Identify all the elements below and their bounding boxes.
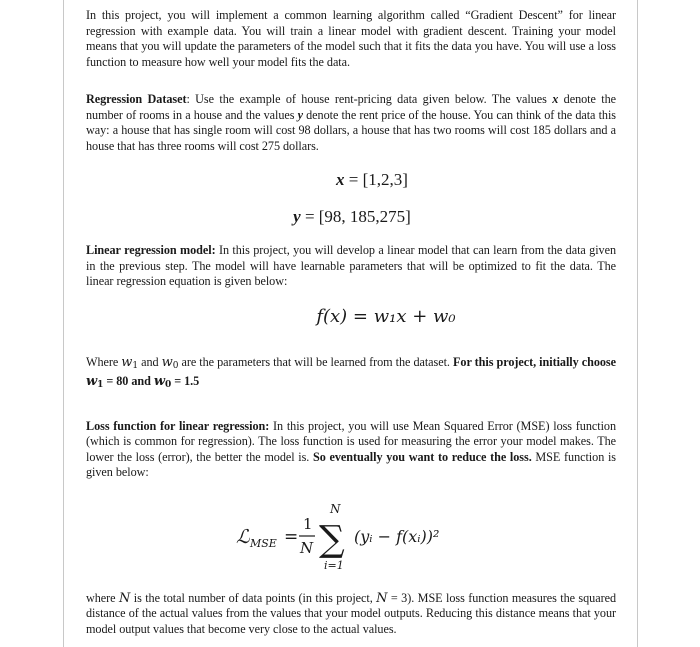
w1-symbol: $w_1$ — [121, 354, 139, 371]
mse-formula-svg — [236, 493, 496, 579]
loss-tail: MSE function is given below: — [86, 449, 616, 479]
dataset-text-b: denote the number of rooms in a house and the values — [86, 92, 616, 122]
closing-paragraph — [86, 591, 616, 638]
mse-equals: = — [284, 526, 299, 547]
dataset-text-a: : Use the example of house rent-pricing data given below. The values — [186, 92, 553, 106]
dataset-text-c: denote the rent price of the house. You can think of the data this way: a house that has single room will cost 98 dollars, a house that has two rooms will cost 185 dollars and a house that has three rooms will cost 275 dollars. — [86, 107, 616, 153]
y-eq-rhs: = [98, 185,275] — [300, 207, 411, 226]
w0-symbol: $w_0$ — [161, 354, 179, 371]
y-symbol: y — [297, 107, 303, 122]
mse-formula — [86, 493, 616, 579]
params-paragraph — [86, 355, 616, 394]
model-paragraph — [86, 243, 616, 290]
n-symbol: N — [118, 590, 131, 606]
params-where: Where — [86, 354, 122, 369]
params-text: are the parameters that will be learned from the dataset. — [178, 354, 453, 369]
page-border-left — [63, 0, 64, 647]
model-equation: f(x) = w₁x + w₀ — [316, 305, 456, 327]
page-border-right — [637, 0, 638, 647]
sigma-upper-limit: N — [330, 501, 341, 516]
closing-text-c: = 3). MSE loss function measures the squared distance of the actual values from the values that your model outputs. Reducing this distance means that your model output values that become very close to the actual values. — [86, 590, 616, 636]
dataset-heading: Regression Dataset — [86, 92, 187, 106]
x-eq-lhs: x — [336, 170, 345, 189]
n-symbol-2: N — [376, 590, 388, 606]
params-and: and — [138, 354, 162, 369]
y-equation — [86, 207, 616, 227]
dataset-paragraph — [86, 92, 616, 154]
mse-denominator: N — [300, 538, 314, 557]
closing-text-b: is the total number of data points (in this project, — [130, 590, 377, 605]
loss-heading: Loss function for linear regression: — [86, 418, 270, 433]
mse-summand: (yᵢ − f(xᵢ))² — [354, 526, 440, 546]
y-eq-lhs: y — [293, 207, 301, 226]
mse-lhs-sub: MSE — [250, 536, 277, 550]
mse-numerator: 1 — [303, 514, 313, 533]
sigma-icon: ∑ — [319, 518, 345, 560]
loss-text: In this project, you will use Mean Squared Error (MSE) loss function (which is common for regression). The loss function is used for measuring the error your model makes. The lower the loss (error), the better the model is. — [86, 418, 616, 464]
x-equation — [86, 170, 616, 190]
loss-bold: So eventually you want to reduce the loss. — [313, 449, 532, 464]
mse-lhs: ℒ — [236, 525, 250, 548]
sigma-lower-limit: i=1 — [324, 558, 344, 572]
x-symbol: x — [552, 92, 559, 106]
model-text: In this project, you will develop a linear model that can learn from the data given in the previous step. The model will have learnable parameters that will be optimized to fit the data. The linear regression equation is given below: — [86, 243, 616, 288]
closing-text-a: where — [86, 590, 119, 605]
params-bold: For this project, initially choose $w_1 = 80$ and $w_0 = 1.5$ — [86, 354, 616, 390]
loss-paragraph — [86, 419, 616, 481]
document-body — [86, 8, 616, 637]
x-eq-rhs: = [1,2,3] — [344, 170, 408, 189]
model-heading: Linear regression model: — [86, 243, 216, 257]
intro-paragraph: In this project, you will implement a common learning algorithm called “Gradient Descent” for linear regression with example data. You will train a linear model with gradient descent. Training your model means that you will update the parameters of the model such that it fits the data you have. You will use a loss function to measure how well your model fits the data. — [86, 8, 616, 69]
